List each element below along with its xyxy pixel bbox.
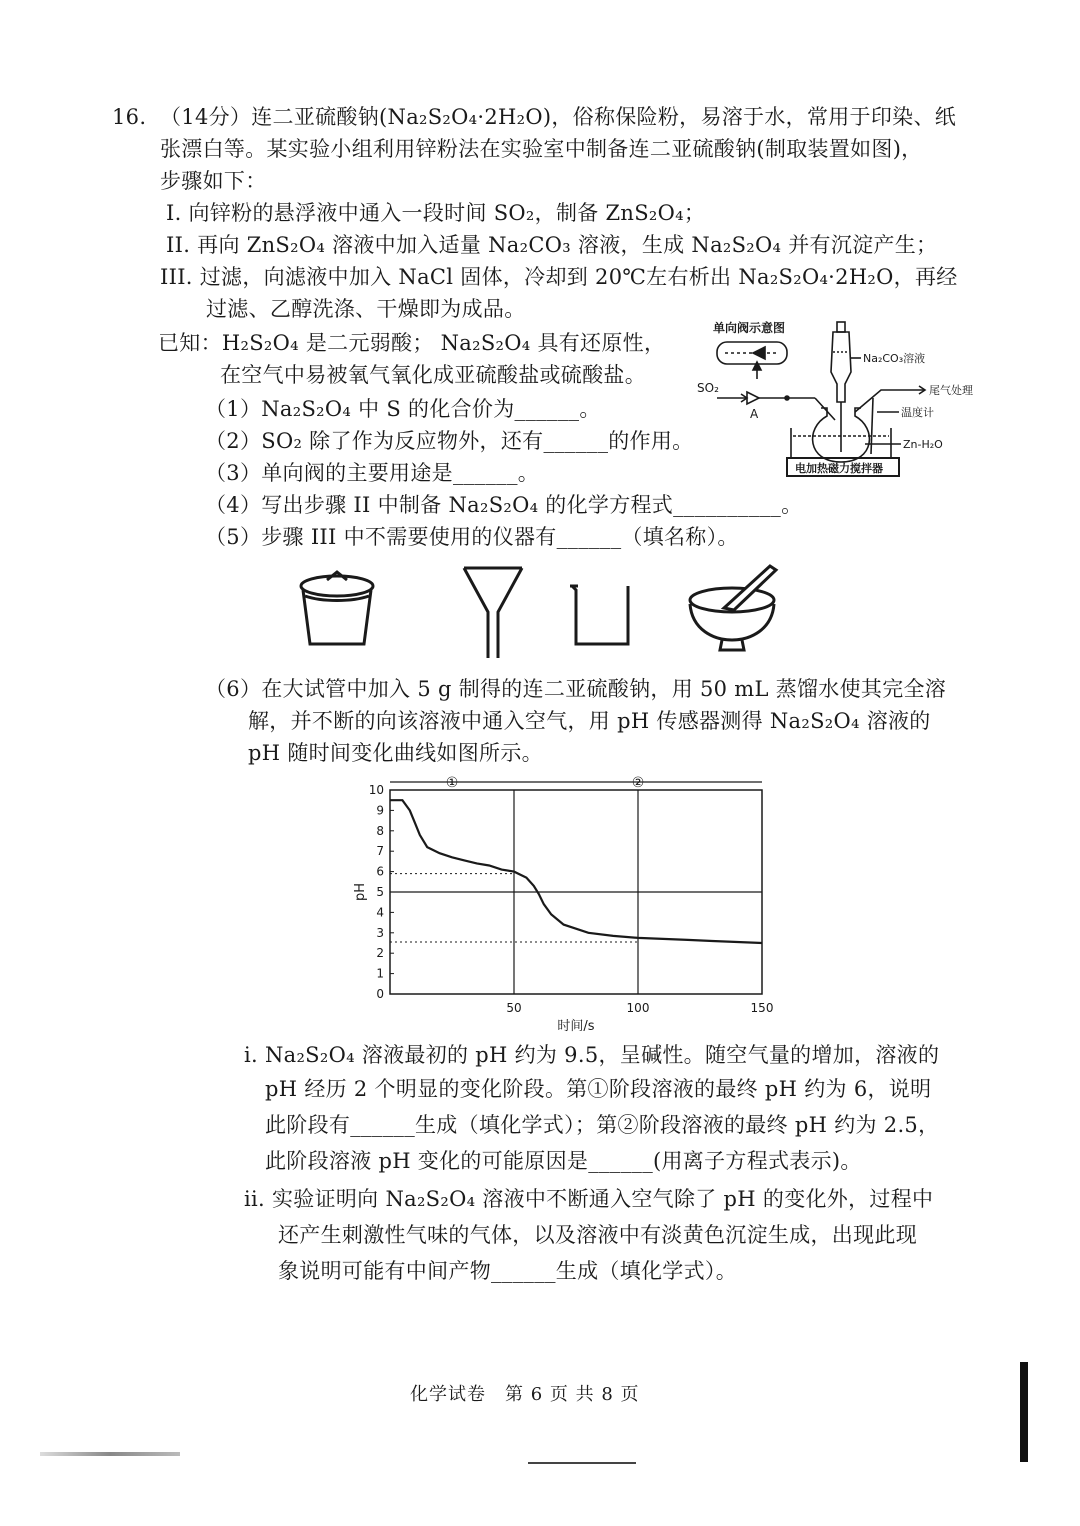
subquestion-4: （4）写出步骤 II 中制备 Na₂S₂O₄ 的化学方程式__________。 xyxy=(205,493,803,517)
part-i-line-3: 此阶段有______生成（填化学式）；第②阶段溶液的最终 pH 约为 2.5， xyxy=(265,1113,940,1137)
question-number: 16. xyxy=(112,105,147,129)
step-3-cont: 过滤、乙醇洗涤、干燥即为成品。 xyxy=(206,297,526,321)
so2-label: SO₂ xyxy=(697,381,719,395)
stage-label-2: ② xyxy=(631,775,645,791)
step-3: III. 过滤，向滤液中加入 NaCl 固体，冷却到 20℃左右析出 Na₂S₂O₄·2H₂O，再经 xyxy=(160,265,958,289)
x-tick-label-50: 50 xyxy=(506,1001,522,1015)
beaker-icon xyxy=(566,580,636,650)
y-tick-label-10: 10 xyxy=(368,783,384,797)
valve-a-label: A xyxy=(750,407,759,421)
stirrer-label: 电加热磁力搅拌器 xyxy=(795,462,883,475)
na2co3-label: Na₂CO₃溶液 xyxy=(863,352,926,365)
apparatus-diagram xyxy=(695,312,985,482)
part-ii-line-2: 还产生刺激性气味的气体，以及溶液中有淡黄色沉淀生成，出现此现 xyxy=(278,1223,917,1247)
y-tick-label-7: 7 xyxy=(376,844,384,859)
stage-label-1: ① xyxy=(445,775,459,791)
subquestion-1: （1）Na₂S₂O₄ 中 S 的化合价为______。 xyxy=(205,397,601,421)
y-tick-label-8: 8 xyxy=(376,823,384,838)
y-tick-label-0: 0 xyxy=(376,987,384,1001)
x-axis-label: 时间/s xyxy=(557,1019,595,1034)
part-i-line-2: pH 经历 2 个明显的变化阶段。第①阶段溶液的最终 pH 约为 6，说明 xyxy=(265,1077,932,1101)
q6-line-2: 解，并不断的向该溶液中通入空气，用 pH 传感器测得 Na₂S₂O₄ 溶液的 xyxy=(248,709,931,733)
y-tick-label-3: 3 xyxy=(376,925,384,940)
crucible-icon xyxy=(292,564,382,654)
ph-time-chart xyxy=(350,770,780,1040)
y-axis-label: pH xyxy=(353,882,368,902)
y-tick-label-6: 6 xyxy=(376,864,384,879)
subquestion-2: （2）SO₂ 除了作为反应物外，还有______的作用。 xyxy=(205,429,694,453)
y-tick-label-4: 4 xyxy=(376,905,384,920)
known-line-2: 在空气中易被氧气氧化成亚硫酸盐或硫酸盐。 xyxy=(220,363,646,387)
step-2: II. 再向 ZnS₂O₄ 溶液中加入适量 Na₂CO₃ 溶液，生成 Na₂S₂O₄ 并有沉淀产生； xyxy=(166,233,938,257)
question-line-3: 步骤如下： xyxy=(160,169,267,193)
part-ii-line-1: ii. 实验证明向 Na₂S₂O₄ 溶液中不断通入空气除了 pH 的变化外，过程中 xyxy=(244,1187,934,1211)
tail-gas-label: 尾气处理 xyxy=(929,384,973,397)
series-line-ph xyxy=(390,800,762,943)
part-ii-line-3: 象说明可能有中间产物______生成（填化学式）。 xyxy=(278,1259,737,1283)
y-tick-label-5: 5 xyxy=(376,885,384,899)
step-1: I. 向锌粉的悬浮液中通入一段时间 SO₂，制备 ZnS₂O₄； xyxy=(166,201,706,225)
page-footer: 化学试卷 第 6 页 共 8 页 xyxy=(410,1384,640,1405)
y-tick-label-9: 9 xyxy=(376,803,384,818)
known-line-1: 已知：H₂S₂O₄ 是二元弱酸； Na₂S₂O₄ 具有还原性， xyxy=(158,331,666,355)
question-line-1: （14分）连二亚硫酸钠(Na₂S₂O₄·2H₂O)，俗称保险粉，易溶于水，常用于印染、纸 xyxy=(160,105,957,129)
scan-mark-right xyxy=(1020,1362,1028,1462)
scan-mark-left xyxy=(40,1452,180,1456)
x-tick-label-100: 100 xyxy=(626,1001,650,1015)
question-line-2: 张漂白等。某实验小组利用锌粉法在实验室中制备连二亚硫酸钠(制取装置如图)， xyxy=(160,137,923,161)
x-tick-label-150: 150 xyxy=(750,1001,774,1015)
thermometer-label: 温度计 xyxy=(901,406,934,419)
part-i-line-1: i. Na₂S₂O₄ 溶液最初的 pH 约为 9.5，呈碱性。随空气量的增加，溶液的 xyxy=(244,1043,940,1067)
funnel-icon xyxy=(458,562,528,662)
mortar-icon xyxy=(684,560,784,656)
subquestion-3: （3）单向阀的主要用途是______。 xyxy=(205,461,540,485)
zn-h2o-label: Zn-H₂O xyxy=(903,438,943,451)
part-i-line-4: 此阶段溶液 pH 变化的可能原因是______(用离子方程式表示)。 xyxy=(265,1149,862,1173)
scan-mark-center xyxy=(528,1462,636,1464)
valve-title: 单向阀示意图 xyxy=(713,321,786,335)
subquestion-5: （5）步骤 III 中不需要使用的仪器有______（填名称）。 xyxy=(205,525,739,549)
y-tick-label-1: 1 xyxy=(376,966,384,981)
q6-line-3: pH 随时间变化曲线如图所示。 xyxy=(248,741,543,765)
q6-line-1: （6）在大试管中加入 5 g 制得的连二亚硫酸钠，用 50 mL 蒸馏水使其完全溶 xyxy=(205,677,947,701)
y-tick-label-2: 2 xyxy=(376,946,384,961)
